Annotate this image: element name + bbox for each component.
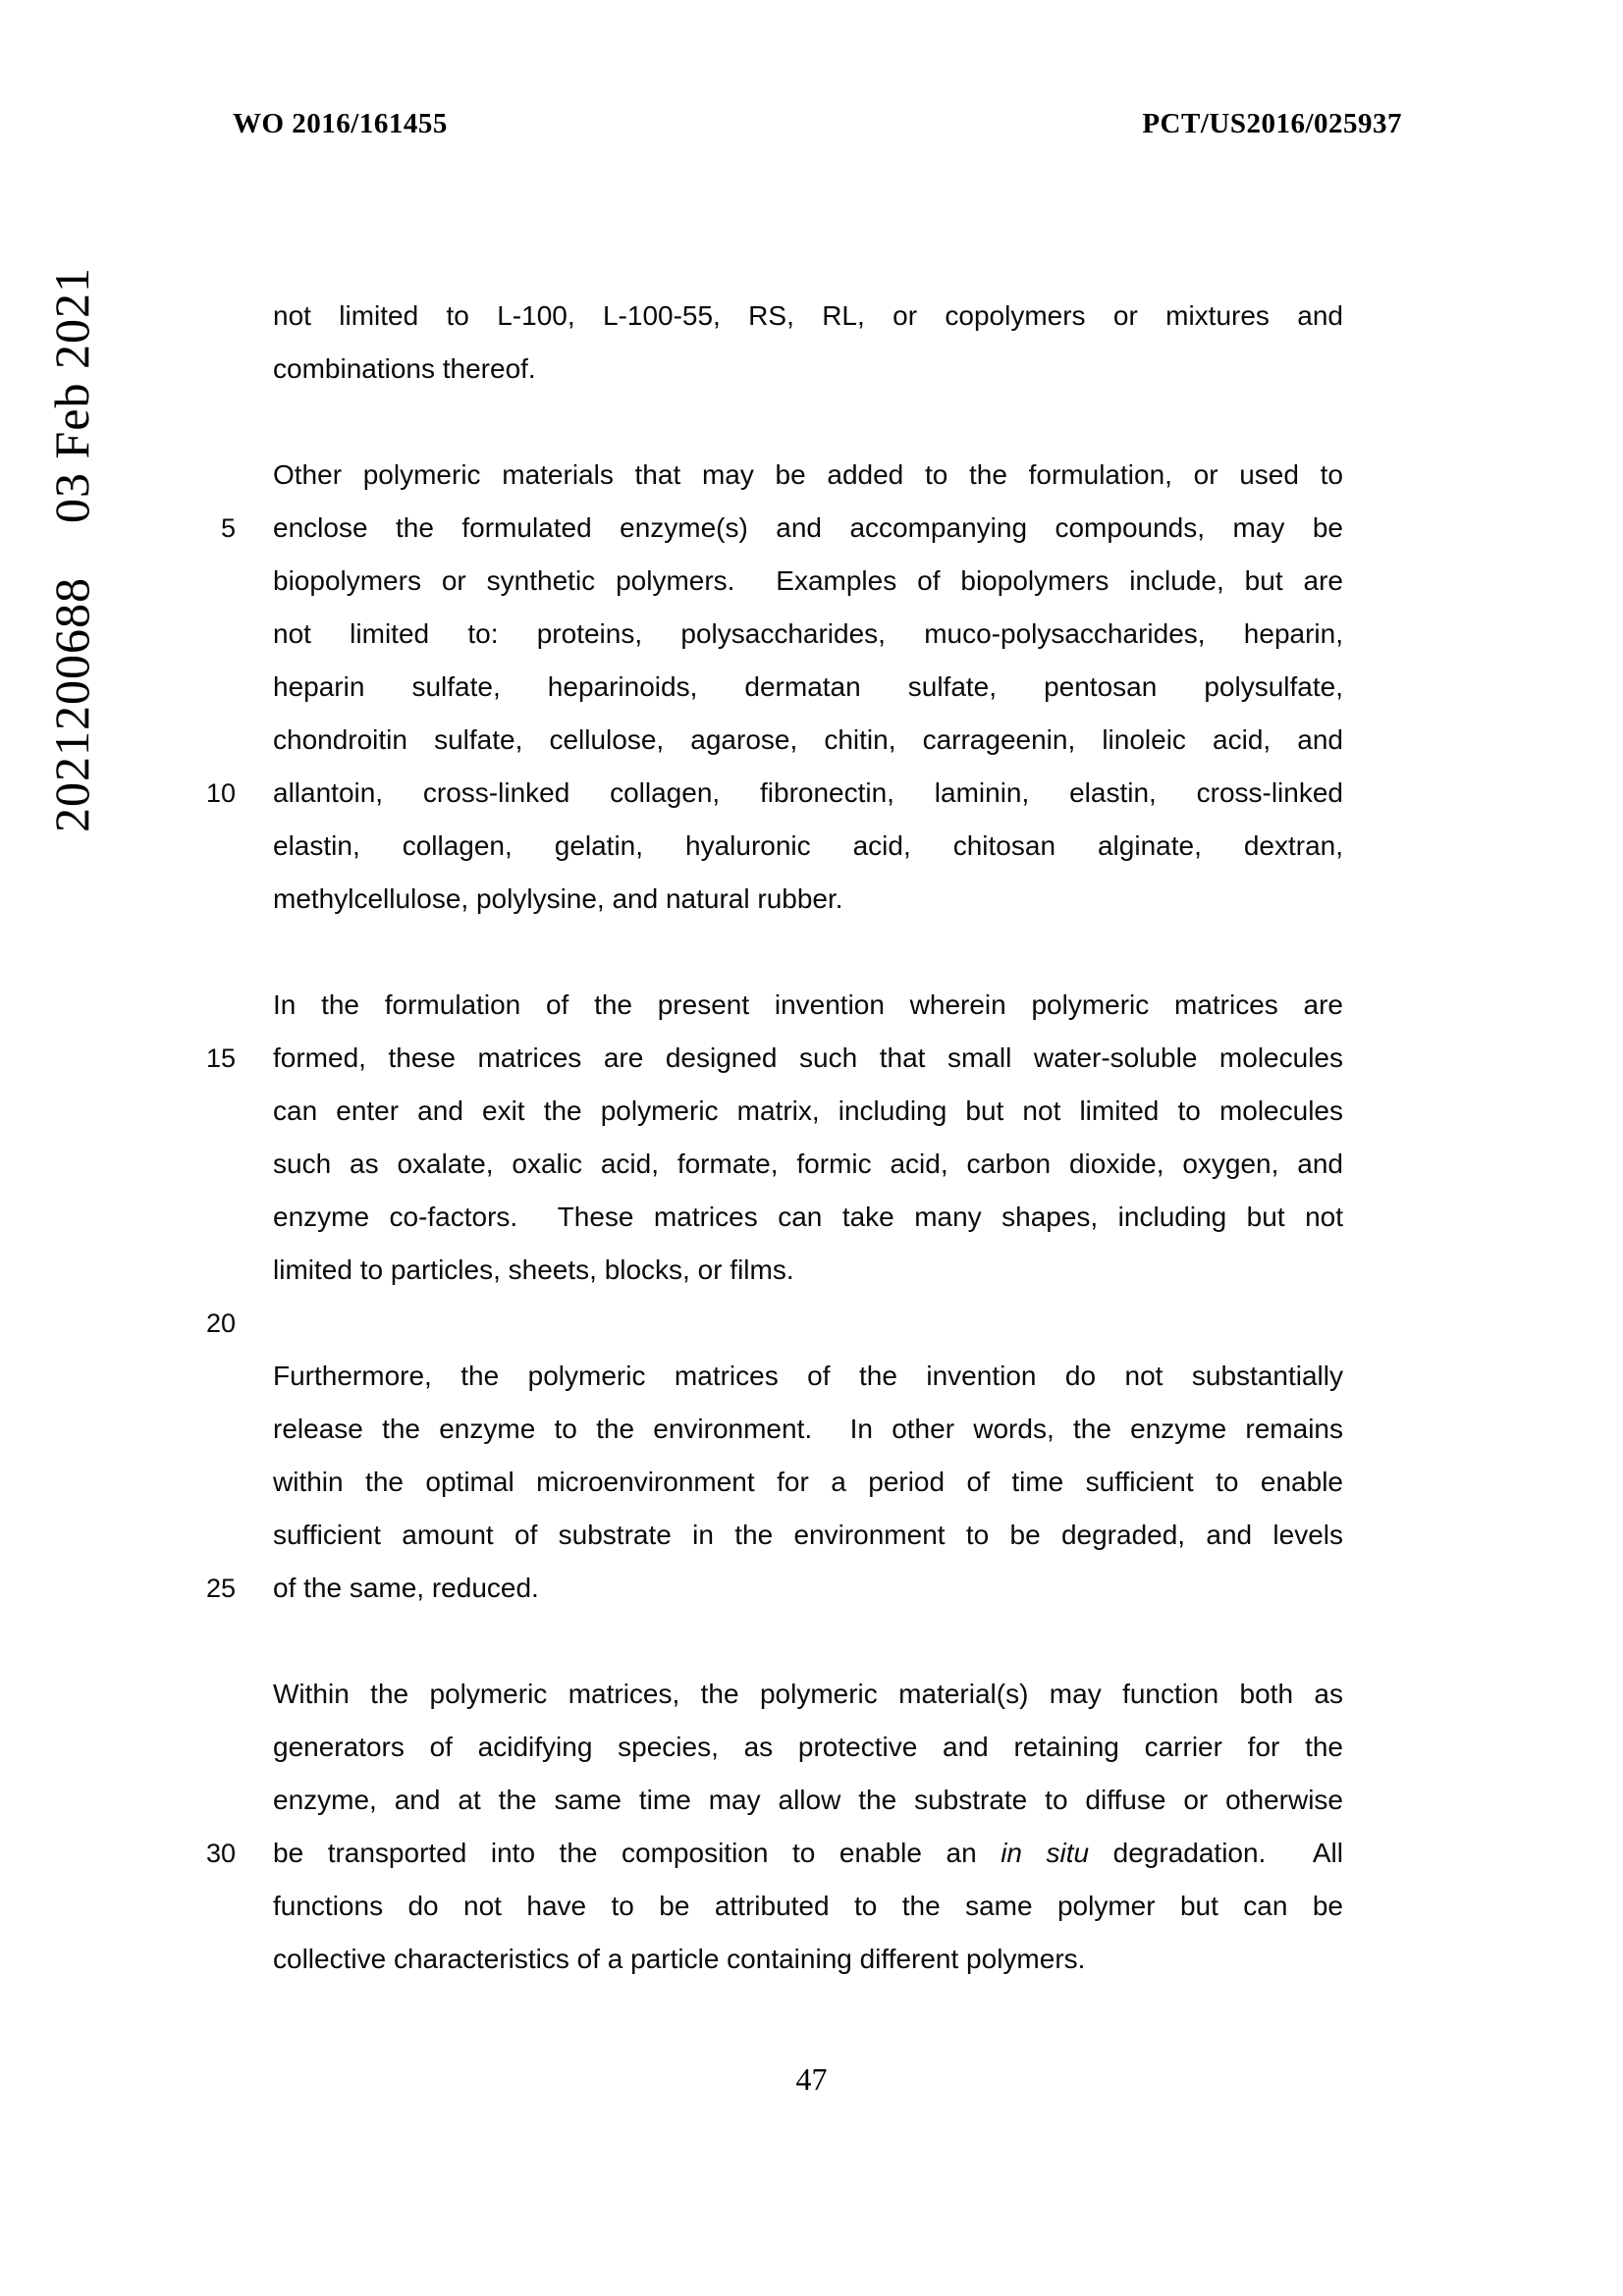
text-line: functions do not have to be attributed to the same polymer but can be [273,1891,1343,1921]
text-line: formed, these matrices are designed such that small water-soluble molecules [273,1042,1343,1073]
text-line: sufficient amount of substrate in the environment to be degraded, and levels [273,1520,1343,1550]
line-number-5: 5 [220,513,236,543]
line-number-20: 20 [205,1308,236,1338]
text-line: enclose the formulated enzyme(s) and accompanying compounds, may be [273,512,1343,543]
text-segment: degradation. All [1089,1838,1343,1868]
rotated-filing-stamp [43,267,100,832]
text-line: within the optimal microenvironment for a period of time sufficient to enable [273,1467,1343,1497]
text-line: Within the polymeric matrices, the polymeric material(s) may function both as [273,1679,1343,1709]
text-line: Furthermore, the polymeric matrices of the invention do not substantially [273,1361,1343,1391]
text-line: such as oxalate, oxalic acid, formate, formic acid, carbon dioxide, oxygen, and [273,1148,1343,1179]
paragraph [273,1350,1343,1615]
text-line: combinations thereof. [273,353,536,384]
line-number-30: 30 [205,1839,236,1868]
text-line: not limited to: proteins, polysaccharides, muco-polysaccharides, heparin, [273,618,1343,649]
text-line: release the enzyme to the environment. In other words, the enzyme remains [273,1414,1343,1444]
text-line: collective characteristics of a particle containing different polymers. [273,1944,1086,1974]
text-line: generators of acidifying species, as protective and retaining carrier for the [273,1732,1343,1762]
page-number: 47 [795,2061,828,2097]
stamp-application-number: 2021200688 [44,577,99,832]
paragraph [273,290,1343,396]
paragraph [273,1668,1343,1986]
text-line: enzyme co-factors. These matrices can take many shapes, including but not [273,1201,1343,1232]
line-number-25: 25 [205,1574,236,1603]
text-line: not limited to L-100, L-100-55, RS, RL, or copolymers or mixtures and [273,300,1343,331]
text-line: elastin, collagen, gelatin, hyaluronic acid, chitosan alginate, dextran, [273,830,1343,861]
text-line: limited to particles, sheets, blocks, or films. [273,1255,794,1285]
text-line: can enter and exit the polymeric matrix, including but not limited to molecules [273,1095,1343,1126]
body-text-column [273,290,1343,2039]
text-line: chondroitin sulfate, cellulose, agarose, chitin, carrageenin, linoleic acid, and [273,724,1343,755]
stamp-filing-date: 03 Feb 2021 [44,267,99,523]
text-line: Other polymeric materials that may be added to the formulation, or used to [273,459,1343,490]
line-number-10: 10 [205,778,236,808]
text-line: heparin sulfate, heparinoids, dermatan sulfate, pentosan polysulfate, [273,671,1343,702]
text-line: allantoin, cross-linked collagen, fibronectin, laminin, elastin, cross-linked [273,777,1343,808]
header-publication-number: WO 2016/161455 [233,108,448,139]
line-number-15: 15 [205,1043,236,1073]
header-application-number: PCT/US2016/025937 [1142,108,1402,139]
paragraph [273,979,1343,1297]
paragraph [273,449,1343,926]
text-segment: be transported into the composition to enable an [273,1838,1001,1868]
text-line: methylcellulose, polylysine, and natural rubber. [273,883,843,914]
text-line [273,1827,1343,1880]
text-line: biopolymers or synthetic polymers. Examples of biopolymers include, but are [273,565,1343,596]
text-line: In the formulation of the present invention wherein polymeric matrices are [273,989,1343,1020]
text-line: enzyme, and at the same time may allow the substrate to diffuse or otherwise [273,1785,1343,1815]
italic-term: in situ [1001,1838,1090,1868]
text-line: of the same, reduced. [273,1573,539,1603]
